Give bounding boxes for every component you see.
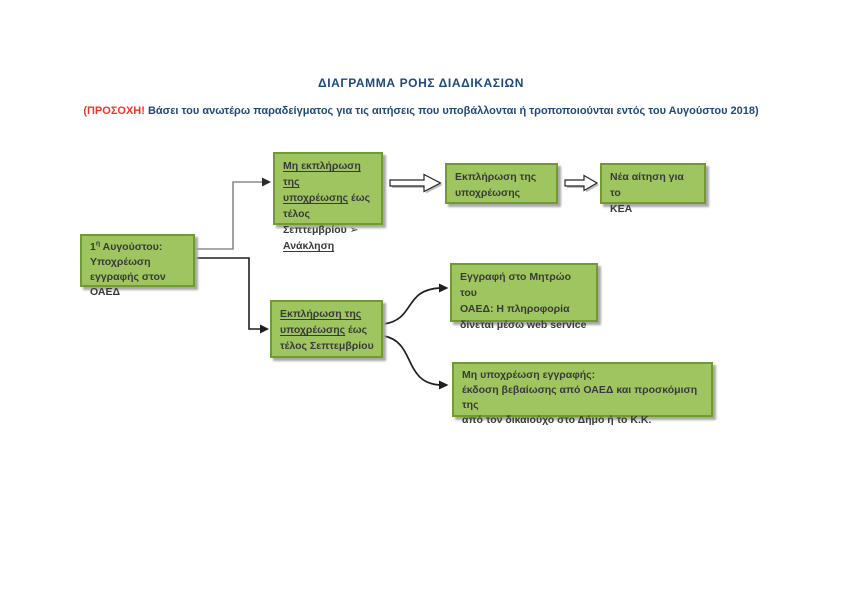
node-start-line1-sup: η [95, 240, 101, 248]
block-arrow-to-fulfilled [390, 175, 443, 194]
attention-prefix: (ΠΡΟΣΟΧΗ! [83, 105, 145, 117]
node-start [80, 234, 195, 298]
node-fulfilled-by-sept-line1: Εκπλήρωση της [280, 308, 362, 320]
attention-text: Βάσει του ανωτέρω παραδείγματος για τις αιτήσεις που υποβάλλονται ή τροποποιούνται εντός του Αυγούστου 2018) [144, 105, 759, 117]
node-fulfilled-by-sept-line3: τέλος Σεπτεμβρίου [280, 340, 374, 352]
node-not-fulfilled-line1: Μη εκπλήρωση της [283, 160, 361, 188]
node-not-fulfilled-line4: Ανάκληση [283, 240, 335, 252]
attention-note [0, 105, 842, 117]
node-start-line2: Υποχρέωση [90, 256, 151, 268]
node-start-line1-rest: Αυγούστου: [100, 241, 163, 253]
block-arrow-to-newapplication [565, 176, 599, 193]
node-registry-line2: ΟΑΕΔ: Η πληροφορία [460, 303, 570, 315]
page-title: ΔΙΑΓΡΑΜΜΑ ΡΟΗΣ ΔΙΑΔΙΚΑΣΙΩΝ [317, 76, 525, 90]
node-no-obligation-line1: Μη υποχρέωση εγγραφής: [462, 369, 596, 381]
node-new-application-line2: ΚΕΑ [610, 203, 633, 215]
node-start-line1-num: 1 [90, 241, 96, 253]
node-not-fulfilled-line3: τέλος Σεπτεμβρίου ➢ [283, 208, 359, 236]
node-fulfilled [445, 163, 558, 204]
connector-start-to-notfulfilled [195, 178, 271, 250]
connector-curve-to-registry [384, 284, 449, 325]
node-registry [450, 263, 598, 331]
connector-start-to-fulfilledsept [195, 258, 269, 334]
node-fulfilled-by-sept [270, 300, 383, 358]
node-new-application-line1: Νέα αίτηση για το [610, 171, 684, 199]
node-registry-line3: δίνεται μέσω web service [460, 319, 587, 331]
node-start-line3: εγγραφής στον ΟΑΕΔ [90, 271, 166, 298]
node-no-obligation [452, 362, 713, 426]
node-not-fulfilled [273, 152, 383, 252]
node-registry-line1: Εγγραφή στο Μητρώο του [460, 271, 572, 299]
node-fulfilled-by-sept-line2-underlined: υποχρέωσης [280, 324, 346, 336]
node-not-fulfilled-line2-rest: έως [348, 192, 371, 204]
connector-curve-to-noobligation [384, 336, 449, 390]
node-fulfilled-by-sept-line2-rest: έως [345, 324, 368, 336]
node-fulfilled-line2: υποχρέωσης [455, 187, 521, 199]
node-no-obligation-line3: από τον δικαιούχο στο Δήμο ή το Κ.Κ. [462, 414, 652, 426]
node-new-application [600, 163, 706, 215]
node-not-fulfilled-line2-underlined: υποχρέωσης [283, 192, 349, 204]
node-fulfilled-line1: Εκπλήρωση της [455, 171, 537, 183]
node-no-obligation-line2: έκδοση βεβαίωσης από ΟΑΕΔ και προσκόμιση της [462, 384, 698, 411]
